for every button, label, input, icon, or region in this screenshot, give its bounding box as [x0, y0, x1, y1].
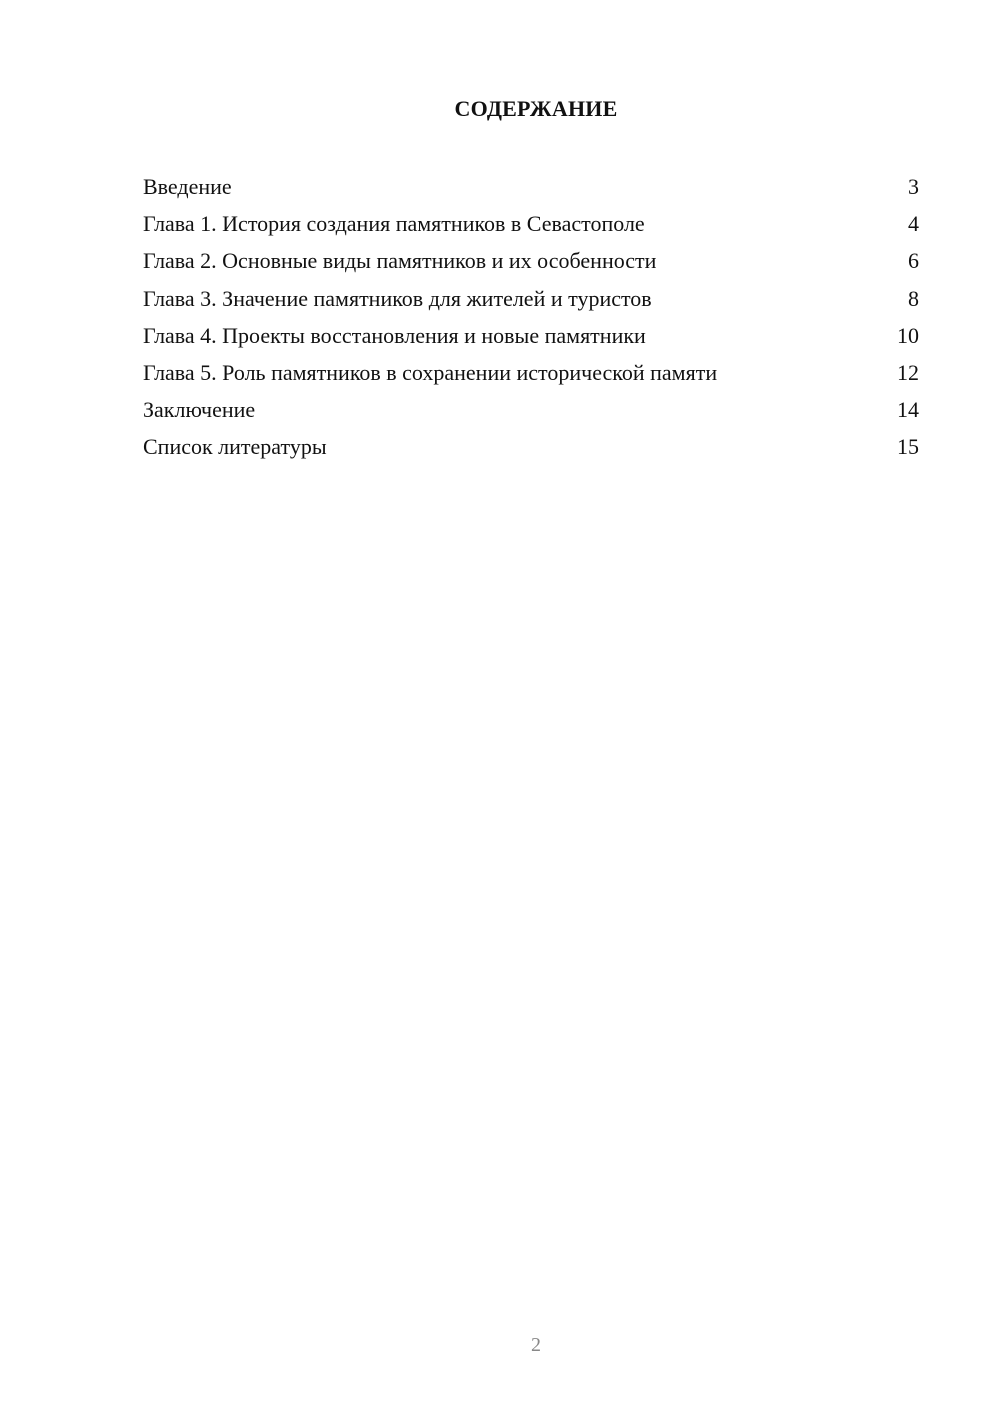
toc-entry-page: 15: [897, 434, 919, 460]
toc-entry-conclusion: [143, 391, 919, 428]
toc-entry-chapter-4: [143, 317, 919, 354]
toc-entry-page: 10: [897, 322, 919, 348]
toc-entry-title: Глава 3. Значение памятников для жителей и туристов: [143, 285, 652, 311]
toc-entry-page: 3: [908, 174, 919, 199]
toc-entry-title: Глава 1. История создания памятников в Севастополе: [143, 211, 645, 237]
toc-entry-title: Список литературы: [143, 434, 327, 460]
toc-entry-title: Глава 2. Основные виды памятников и их особенности: [143, 248, 657, 274]
toc-heading: СОДЕРЖАНИЕ: [454, 96, 618, 121]
toc-entry-title: Заключение: [143, 397, 256, 423]
page-number: 2: [531, 1334, 541, 1356]
table-of-contents: [143, 168, 919, 466]
toc-entry-chapter-2: [143, 242, 919, 279]
toc-entry-page: 4: [908, 211, 919, 237]
toc-entry-page: 12: [897, 359, 919, 385]
toc-entry-introduction: [143, 168, 919, 205]
toc-entry-bibliography: [143, 428, 919, 465]
toc-entry-chapter-3: [143, 280, 919, 317]
toc-entry-chapter-1: [143, 205, 919, 242]
toc-entry-title: Глава 5. Роль памятников в сохранении исторической памяти: [143, 359, 718, 385]
toc-entry-page: 14: [897, 397, 919, 423]
toc-entry-page: 8: [908, 285, 919, 311]
toc-entry-page: 6: [908, 248, 919, 274]
toc-entry-chapter-5: [143, 354, 919, 391]
toc-entry-title: Глава 4. Проекты восстановления и новые памятники: [143, 322, 646, 348]
toc-entry-title: Введение: [143, 174, 232, 199]
